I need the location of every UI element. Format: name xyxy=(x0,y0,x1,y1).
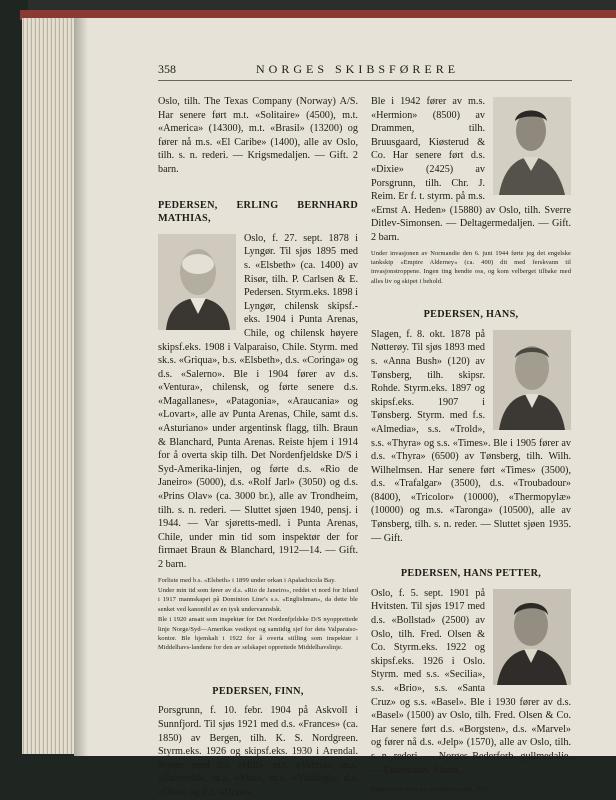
entry-body-hans-petter: Oslo, f. 5. sept. 1901 på Hvitsten. Til sjøs 1917 med d.s. «Bollstad» (2500) av Oslo, tilh. Fred. Olsen & Co. Styrm.eks. 1922 og skipsf.eks. 1926 i Oslo. Styrm. med s.s. «Secilia», s.s. «Brio», s.s. «Santa Cruz» og s.s. «Basel». Ble i 1930 fører av d.s. «Basel» (1500) av Oslo, tilh. Fred. Olsen & Co. Har senere ført d.s. «Borgsten», d.s. «Marvel» og fører nå d.s. «Jelp» (1570), alle av Oslo, tilh. s. n. rederi. — Norges Rederforb. gullmedalje. — Enkemann. 3 barn. xyxy=(371,587,571,776)
entry-title-erling: PEDERSEN, ERLING BERNHARD MATHIAS, xyxy=(158,199,358,225)
entry-title-hans: PEDERSEN, HANS, xyxy=(423,309,519,321)
header-rule xyxy=(158,80,572,81)
page-header xyxy=(158,62,598,78)
right-column xyxy=(371,95,571,795)
entry-title-hans-petter: PEDERSEN, HANS PETTER, xyxy=(400,568,542,580)
entry-body-erling: Oslo, f. 27. sept. 1878 i Lyngør. Til sjøs 1895 med s. «Elsbeth» (ca. 1400) av Risør, tilh. P. Carlsen & E. Pedersen. Styrm.eks. 1898 i Lyngør, chilensk skipsf.-eks. 1904 i Punta Arenas, Chile, og chilensk høyere skipsf.eks. 1908 i Valparaiso, Chile. Styrm. med sk.s. «Griqua», b.s. «Elsbeth», d.s. «Coringa» og d.s. «Salerno». Ble i 1904 fører av d.s. «Ventura», chilensk, og førte senere d.s. «Magallanes», «Patagonia», «Araucania» og «Lovart», alle av Punta Arenas, Chile, samt d.s. «Asturiano» under argentinsk flagg, tilh. Braun & Blanchard, Punta Arenas. Reiste hjem i 1914 for å overta skip tilh. Det Nordenfjeldske D/S i Syd-Amerika-linjen, og førte d.s. «Rio de Janeiro» (5000), d.s. «Rolf Jarl» (3050) og d.s. «Prins Olav» (ca. 3000 br.), alle av Trondheim, tilh. s. n. rederi. — Sluttet sjøen 1940, pensj. i 1944. — Var sjøretts-medl. i Punta Arenas, Chile, under min tid som inspektør der for firmaet Braun & Blanchard, 1912—14. — Gift. 2 barn. xyxy=(158,232,358,570)
note-paragraph: Ble i 1920 ansatt som inspektør for Det Nordenfjeldske D/S nyopprettede linje Norge/Syd—Amerikas vestkyst og samtidig sjef for dets Valparaiso-kontor. Ble hjemkalt i 1922 for å overta stilling som inspektør i Middelhavs-landene for den av selskapet opprettede Middelhavslinje. xyxy=(158,616,358,652)
note-paragraph: Forliste med b.s. «Elsbeth» i 1899 under orkan i Apalachicola Bay. xyxy=(158,576,336,584)
page-stack-edges xyxy=(22,18,82,754)
left-column xyxy=(158,95,358,800)
entry-body-hans: Slagen, f. 8. okt. 1878 på Nøtterøy. Til sjøs 1893 med s. «Anna Bush» (120) av Tønsberg, tilh. skipsr. Rohde. Styrm.eks. 1897 og skipsf.eks. 1907 i Tønsberg. Styrm. med f.s. «Almedia», s.s. «Trold», s.s. «Thyra» og s.s. «Times». Ble i 1905 fører av d.s. «Thyra» (6500) av Tønsberg, tilh. Wilh. Wilhelmsen. Har senere ført «Times» (3500), d.s. «Trafalgar» (3500), d.s. «Troubadour» (8400), «Tricolor» (10000), «Thermopylæ» (10000) og m.s. «Taronga» (10500), alle av Tønsberg, tilh. s. n. reder. — Sluttet sjøen 1935. — Gift. xyxy=(371,328,571,544)
portrait-photo-hans-petter xyxy=(493,589,571,685)
entry-title-finn: PEDERSEN, FINN, xyxy=(212,685,304,697)
portrait-photo-finn xyxy=(493,97,571,195)
running-title: NORGES SKIBSFØRERE xyxy=(256,62,460,76)
portrait-photo-erling xyxy=(158,234,236,330)
entry-note-finn: Under invasjonen av Normandie den 6. juni 1944 førte jeg det engelske tankskip «Empire Alderney» (ca. 400) dit med ferskvann til invasjonstroppene. Ingen ting hendte oss, og kom velberget tilbake med alles liv og skipet i behold. xyxy=(371,249,571,285)
continued-paragraph: Ble i 1942 fører av m.s. «Hermion» (8500) av Drammen, tilh. Bruusgaard, Kiøsterud & Co. Har senere ført d.s. «Dixie» (2425) av Porsgrunn, tilh. Chr. J. Reim. Er f. t. styrm. på m.s. «Ernst A. Heden» (15880) av Oslo, tilh. Sverre Ditlev-Simonsen. — Deltagermedaljen. — Gift. 2 barn. xyxy=(371,96,571,243)
entry-body-finn: Porsgrunn, f. 10. febr. 1904 på Askvoll i Sunnfjord. Til sjøs 1921 med d.s. «Frances» (ca. 1850) av Bergen, tilh. K. S. Nordgreen. Styrm.eks. 1926 og skipsf.eks. 1930 i Arendal. Styrm. med d.s. «Hill», m.t. «Velma», m.s. «Eidsvold», m.s. «Vito», m.s. «Vildfugl», d.s. «Disa» og d.s. «Dixie». xyxy=(158,705,358,798)
page-number: 358 xyxy=(158,62,176,76)
entry-notes-erling xyxy=(158,576,358,653)
gutter-shadow xyxy=(74,18,88,756)
portrait-photo-hans xyxy=(493,330,571,430)
entry-note-hans-petter: Krigsforliste med s.s. «Bollstad» i des. 1917. xyxy=(371,786,491,794)
continued-paragraph: Oslo, tilh. The Texas Company (Norway) A/S. Har senere ført m.t. «Solitaire» (4500), m.t. «America» (14300), m.t. «Brasil» (13200) og fører nå m.s. «El Caribe» (1400), alle av Oslo, tilh. s. n. rederi. — Krigsmedaljen. — Gift. 2 barn. xyxy=(158,96,358,175)
note-paragraph: Under min tid som fører av d.s. «Rio de Janeiro», reddet vi nord for Irland i 1917 mannskapet på Dominion Line's s.s. «Englishman», da dette ble senket ved kanonild av en tysk undervannsbåt. xyxy=(158,587,358,613)
